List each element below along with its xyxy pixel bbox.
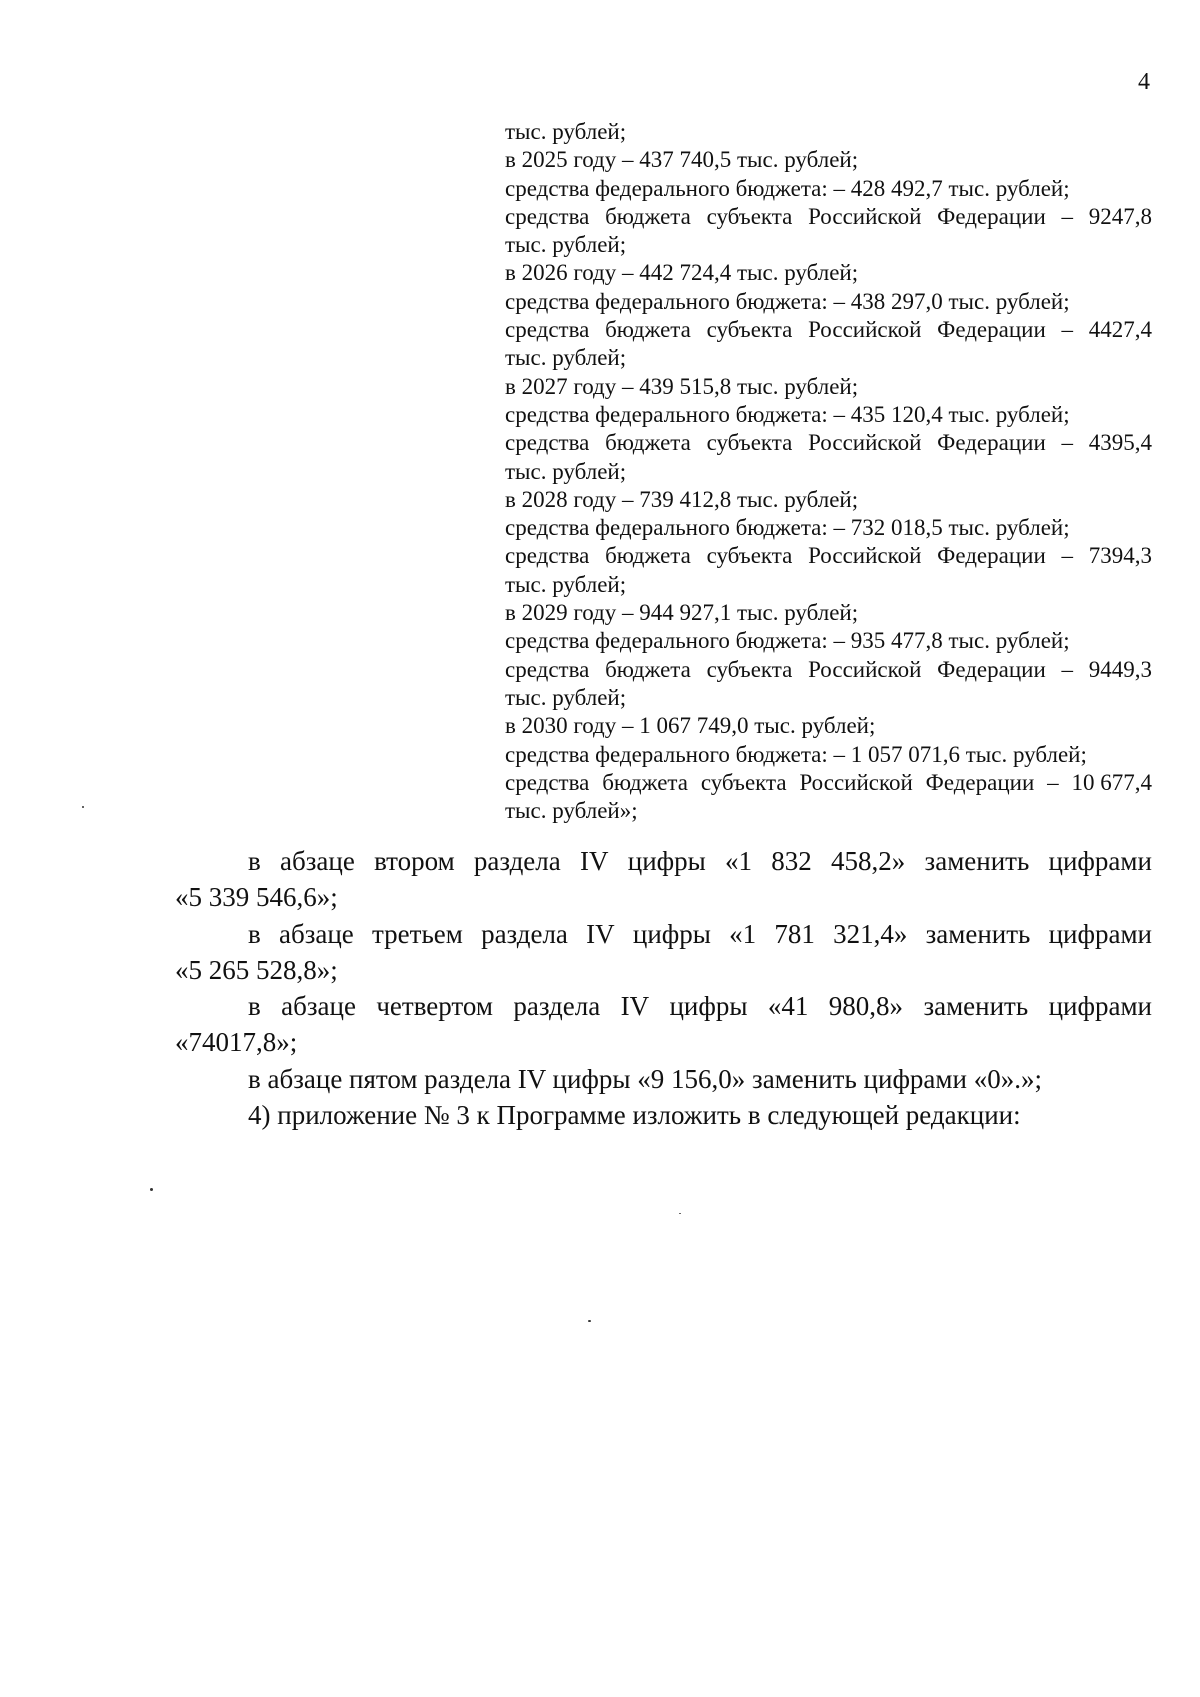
amendment-paragraph	[175, 916, 1152, 989]
paragraph-word: 832	[771, 846, 812, 876]
column-line: тыс. рублей;	[505, 232, 627, 258]
column-word: Российской	[799, 769, 913, 795]
column-word: субъекта	[706, 656, 793, 682]
funding-column	[505, 118, 1152, 825]
column-word: Российской	[808, 543, 922, 569]
column-line: средства федерального бюджета: – 732 018,5 тыс. рублей;	[505, 515, 1070, 541]
paragraph-word: абзаце	[280, 846, 355, 876]
paragraph-word: заменить	[924, 846, 1030, 876]
paragraph-word: цифрами	[1048, 991, 1152, 1022]
column-word: Федерации	[925, 769, 1035, 795]
column-line: средства федерального бюджета: – 1 057 071,6 тыс. рублей;	[505, 741, 1087, 767]
column-word: бюджета	[605, 317, 691, 343]
column-word: средства	[505, 317, 590, 343]
column-word: бюджета	[605, 656, 691, 682]
paragraph-word: раздела	[481, 918, 568, 949]
column-line: тыс. рублей;	[505, 119, 627, 144]
column-word: Федерации	[937, 430, 1046, 456]
paragraph-word: IV	[586, 918, 615, 949]
column-line: тыс. рублей;	[505, 571, 627, 597]
paragraph-word: «41	[767, 991, 809, 1022]
paragraph-word: цифрами	[1048, 918, 1152, 949]
column-line	[505, 656, 1152, 684]
column-word: Федерации	[937, 543, 1046, 569]
scan-speck	[150, 1188, 153, 1191]
column-line: средства федерального бюджета: – 435 120,4 тыс. рублей;	[505, 401, 1070, 427]
column-word: –	[1061, 656, 1074, 682]
paragraph-word: абзаце	[278, 918, 354, 949]
column-word: бюджета	[605, 203, 691, 229]
column-line	[505, 203, 1152, 231]
column-word: Российской	[808, 430, 922, 456]
column-word: 9247,8	[1088, 203, 1152, 229]
paragraph-word: раздела	[473, 846, 561, 876]
column-word: Российской	[808, 203, 922, 229]
column-line: тыс. рублей;	[505, 458, 627, 484]
column-word: 9449,3	[1088, 656, 1152, 682]
column-line	[505, 316, 1152, 344]
paragraph-word: цифры	[627, 846, 706, 876]
column-line	[505, 769, 1152, 797]
column-line: в 2025 году – 437 740,5 тыс. рублей;	[505, 147, 859, 173]
column-word: средства	[505, 543, 590, 569]
column-line: тыс. рублей»;	[505, 798, 638, 824]
column-word: –	[1061, 430, 1074, 456]
column-line	[505, 429, 1152, 457]
paragraph-word: 781	[774, 918, 815, 949]
paragraph-word: «1	[725, 846, 753, 876]
column-line: в 2026 году – 442 724,4 тыс. рублей;	[505, 260, 859, 286]
paragraph-word: заменить	[925, 918, 1031, 949]
paragraph-word: заменить	[923, 991, 1029, 1022]
paragraph-word: 980,8»	[828, 991, 904, 1022]
amendments-body	[175, 843, 1152, 1133]
paragraph-word: 458,2»	[831, 846, 906, 876]
paragraph-word: раздела	[513, 991, 601, 1022]
scan-speck	[679, 1213, 681, 1214]
column-word: бюджета	[605, 543, 691, 569]
paragraph-word: третьем	[372, 918, 463, 949]
paragraph-word: втором	[374, 846, 455, 876]
paragraph-word: в	[248, 846, 261, 876]
column-line: средства федерального бюджета: – 438 297,0 тыс. рублей;	[505, 288, 1070, 314]
paragraph-word: 321,4»	[833, 918, 908, 949]
column-word: Федерации	[937, 317, 1046, 343]
paragraph-word: цифры	[632, 918, 711, 949]
paragraph-continuation: «5 265 528,8»;	[175, 954, 338, 985]
column-word: –	[1061, 543, 1074, 569]
column-word: субъекта	[706, 430, 793, 456]
column-word: Федерации	[937, 656, 1046, 682]
column-line: средства федерального бюджета: – 935 477,8 тыс. рублей;	[505, 628, 1070, 654]
paragraph-word: в	[248, 991, 261, 1022]
column-word: бюджета	[602, 769, 688, 795]
column-word: средства	[505, 769, 590, 795]
paragraph-word: «1	[729, 918, 757, 949]
column-word: Федерации	[937, 203, 1046, 229]
paragraph-continuation: «5 339 546,6»;	[175, 882, 338, 913]
page-number: 4	[1138, 69, 1150, 95]
paragraph-line: 4) приложение № 3 к Программе изложить в следующей редакции:	[248, 1100, 1021, 1131]
paragraph-word: в	[248, 918, 261, 949]
scan-speck	[82, 806, 84, 808]
column-word: субъекта	[706, 317, 793, 343]
column-line: тыс. рублей;	[505, 345, 627, 371]
amendment-paragraph	[175, 988, 1152, 1061]
amendment-paragraph	[175, 1097, 1152, 1133]
column-word: 10 677,4	[1071, 769, 1152, 795]
column-word: Российской	[808, 656, 922, 682]
paragraph-word: цифры	[669, 991, 748, 1022]
paragraph-continuation: «74017,8»;	[175, 1027, 298, 1058]
amendment-paragraph	[175, 1061, 1152, 1097]
column-word: средства	[505, 430, 590, 456]
column-line: в 2027 году – 439 515,8 тыс. рублей;	[505, 373, 859, 399]
column-word: Российской	[808, 317, 922, 343]
column-line: в 2029 году – 944 927,1 тыс. рублей;	[505, 600, 859, 626]
paragraph-first-line	[175, 916, 1152, 952]
paragraph-first-line	[175, 988, 1152, 1024]
paragraph-word: абзаце	[281, 991, 356, 1022]
column-line: в 2030 году – 1 067 749,0 тыс. рублей;	[505, 713, 876, 739]
column-word: 4427,4	[1088, 317, 1152, 343]
column-line	[505, 542, 1152, 570]
amendment-paragraph	[175, 843, 1152, 916]
paragraph-word: IV	[580, 846, 609, 876]
column-word: субъекта	[706, 543, 793, 569]
column-word: –	[1047, 769, 1059, 795]
column-word: –	[1061, 203, 1074, 229]
column-word: –	[1061, 317, 1074, 343]
paragraph-word: четвертом	[376, 991, 493, 1022]
paragraph-word: IV	[620, 991, 650, 1022]
column-word: субъекта	[706, 203, 793, 229]
scan-speck	[588, 1320, 591, 1322]
column-line: в 2028 году – 739 412,8 тыс. рублей;	[505, 486, 859, 512]
paragraph-line: в абзаце пятом раздела IV цифры «9 156,0» заменить цифрами «0».»;	[248, 1063, 1042, 1094]
column-word: средства	[505, 203, 590, 229]
column-line: тыс. рублей;	[505, 684, 627, 710]
column-line: средства федерального бюджета: – 428 492,7 тыс. рублей;	[505, 175, 1070, 201]
column-word: бюджета	[605, 430, 691, 456]
paragraph-first-line	[175, 843, 1152, 879]
paragraph-word: цифрами	[1048, 846, 1152, 876]
column-word: средства	[505, 656, 590, 682]
column-word: 4395,4	[1088, 430, 1152, 456]
column-word: 7394,3	[1088, 543, 1152, 569]
column-word: субъекта	[700, 769, 787, 795]
